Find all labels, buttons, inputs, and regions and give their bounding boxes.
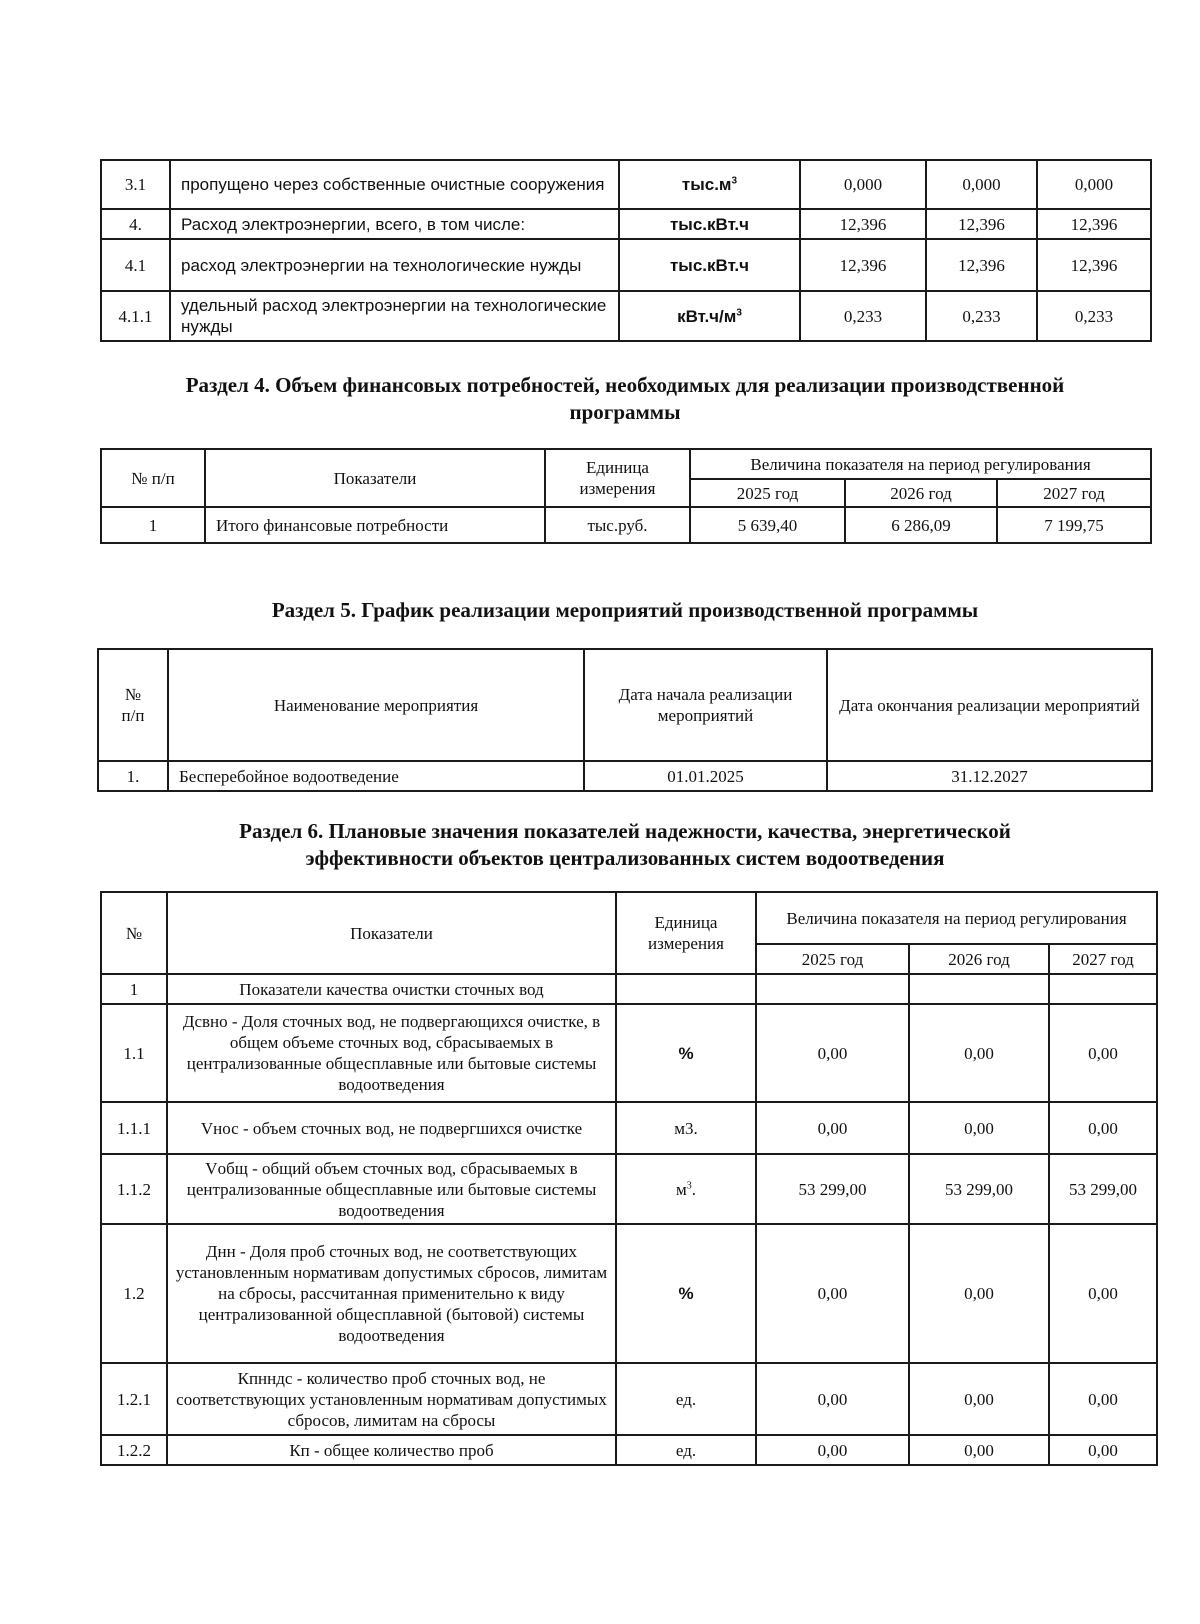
header-number: № п/п [98, 649, 168, 761]
header-period: Величина показателя на период регулирования [690, 449, 1151, 479]
row-value-2025: 12,396 [800, 209, 926, 239]
row-name: Дсвно - Доля сточных вод, не подвергающихся очистке, в общем объеме сточных вод, сбрасываемых в централизованные общесплавные или бытовые системы водоотведения [167, 1004, 616, 1102]
table-row [101, 1224, 1157, 1363]
row-number: 1.1.2 [101, 1154, 167, 1224]
header-number: № п/п [101, 449, 205, 507]
row-name: Днн - Доля проб сточных вод, не соответствующих установленным нормативам допустимых сбросов, лимитам на сбросы, рассчитанная применительно к виду централизованной общесплавной (бытовой) системы водоотведения [167, 1224, 616, 1363]
header-end-date: Дата окончания реализации мероприятий [827, 649, 1152, 761]
row-value-2027 [1049, 974, 1157, 1004]
row-unit: $м^3$. [616, 1154, 756, 1224]
row-number: 4. [101, 209, 170, 239]
row-name: Показатели качества очистки сточных вод [167, 974, 616, 1004]
header-year-2025: 2025 год [690, 479, 845, 507]
row-name: Vобщ - общий объем сточных вод, сбрасываемых в централизованные общесплавные или бытовые системы водоотведения [167, 1154, 616, 1224]
header-period: Величина показателя на период регулирования [756, 892, 1157, 944]
row-value-2026: 0,000 [926, 160, 1037, 209]
row-name: Кпнндс - количество проб сточных вод, не соответствующих установленным нормативам допустимых сбросов, лимитам на сбросы [167, 1363, 616, 1435]
header-year-2027: 2027 год [997, 479, 1151, 507]
table-section5 [97, 648, 1153, 792]
row-name: Расход электроэнергии, всего, в том числе: [170, 209, 619, 239]
table-row [101, 239, 1151, 291]
row-value-2027: 53 299,00 [1049, 1154, 1157, 1224]
row-value-2027: 0,00 [1049, 1363, 1157, 1435]
table-row [101, 209, 1151, 239]
row-value-2025: 0,00 [756, 1363, 909, 1435]
header-number: № [101, 892, 167, 974]
table-section3-continued [100, 159, 1152, 342]
row-number: 1.1.1 [101, 1102, 167, 1154]
row-value-2025: 5 639,40 [690, 507, 845, 543]
row-value-2027: 0,00 [1049, 1004, 1157, 1102]
row-value-2027: 12,396 [1037, 239, 1151, 291]
header-year-2026: 2026 год [909, 944, 1049, 974]
row-value-2026: 53 299,00 [909, 1154, 1049, 1224]
row-unit: $кВт.ч/м^3$ [619, 291, 800, 341]
row-number: 1.1 [101, 1004, 167, 1102]
row-value-2027: 0,00 [1049, 1102, 1157, 1154]
row-value-2026: 6 286,09 [845, 507, 997, 543]
table-row [98, 761, 1152, 791]
section6-title: Раздел 6. Плановые значения показателей надежности, качества, энергетической эффективности объектов централизованных систем водоотведения [239, 819, 1011, 870]
row-value-2025: 53 299,00 [756, 1154, 909, 1224]
row-name: расход электроэнергии на технологические нужды [170, 239, 619, 291]
row-unit [616, 974, 756, 1004]
row-name: Бесперебойное водоотведение [168, 761, 584, 791]
row-number: 1.2 [101, 1224, 167, 1363]
row-name: пропущено через собственные очистные сооружения [170, 160, 619, 209]
row-value-2026: 0,00 [909, 1435, 1049, 1465]
row-value-2026: 0,233 [926, 291, 1037, 341]
row-unit: ед. [616, 1363, 756, 1435]
row-value-2026 [909, 974, 1049, 1004]
header-row [98, 649, 1152, 761]
row-value-2026: 12,396 [926, 209, 1037, 239]
header-year-2026: 2026 год [845, 479, 997, 507]
header-year-2027: 2027 год [1049, 944, 1157, 974]
row-value-2026: 12,396 [926, 239, 1037, 291]
row-value-2025: 0,000 [800, 160, 926, 209]
row-value-2025 [756, 974, 909, 1004]
row-name: удельный расход электроэнергии на технологические нужды [170, 291, 619, 341]
table-row [101, 1154, 1157, 1224]
row-value-2025: 0,00 [756, 1224, 909, 1363]
row-number: 1 [101, 974, 167, 1004]
header-event-name: Наименование мероприятия [168, 649, 584, 761]
row-value-2027: 0,00 [1049, 1435, 1157, 1465]
header-row [101, 449, 1151, 479]
row-name: Кп - общее количество проб [167, 1435, 616, 1465]
row-end-date: 31.12.2027 [827, 761, 1152, 791]
row-value-2026: 0,00 [909, 1102, 1049, 1154]
row-unit: м3. [616, 1102, 756, 1154]
row-value-2027: 12,396 [1037, 209, 1151, 239]
row-number: 4.1.1 [101, 291, 170, 341]
row-number: 1 [101, 507, 205, 543]
header-row [101, 892, 1157, 944]
header-start-date: Дата начала реализации мероприятий [584, 649, 827, 761]
row-number: 1.2.1 [101, 1363, 167, 1435]
table-row [101, 1102, 1157, 1154]
table-row [101, 291, 1151, 341]
row-name: Vнос - объем сточных вод, не подвергшихся очистке [167, 1102, 616, 1154]
table-section4 [100, 448, 1152, 544]
row-value-2027: 0,233 [1037, 291, 1151, 341]
table-row [101, 507, 1151, 543]
header-indicator: Показатели [167, 892, 616, 974]
row-value-2025: 0,233 [800, 291, 926, 341]
header-unit: Единица измерения [616, 892, 756, 974]
row-value-2026: 0,00 [909, 1363, 1049, 1435]
header-indicator: Показатели [205, 449, 545, 507]
table-row [101, 974, 1157, 1004]
section4-title: Раздел 4. Объем финансовых потребностей, необходимых для реализации производственной программы [185, 373, 1065, 424]
row-value-2027: 7 199,75 [997, 507, 1151, 543]
row-unit: % [616, 1004, 756, 1102]
row-value-2027: 0,00 [1049, 1224, 1157, 1363]
row-value-2025: 0,00 [756, 1004, 909, 1102]
row-start-date: 01.01.2025 [584, 761, 827, 791]
table-row [101, 1435, 1157, 1465]
row-value-2025: 12,396 [800, 239, 926, 291]
row-unit: $тыс.м^3$ [619, 160, 800, 209]
row-number: 4.1 [101, 239, 170, 291]
section5-title: Раздел 5. График реализации мероприятий производственной программы [271, 598, 979, 622]
row-number: 3.1 [101, 160, 170, 209]
header-year-2025: 2025 год [756, 944, 909, 974]
table-section6 [100, 891, 1158, 1466]
row-value-2027: 0,000 [1037, 160, 1151, 209]
table-row [101, 160, 1151, 209]
row-unit: тыс.руб. [545, 507, 690, 543]
row-unit: % [616, 1224, 756, 1363]
row-unit: ед. [616, 1435, 756, 1465]
row-unit: тыс.кВт.ч [619, 239, 800, 291]
row-unit: тыс.кВт.ч [619, 209, 800, 239]
row-number: 1.2.2 [101, 1435, 167, 1465]
row-value-2026: 0,00 [909, 1224, 1049, 1363]
header-unit: Единица измерения [545, 449, 690, 507]
row-value-2025: 0,00 [756, 1435, 909, 1465]
row-value-2025: 0,00 [756, 1102, 909, 1154]
row-name: Итого финансовые потребности [205, 507, 545, 543]
table-row [101, 1363, 1157, 1435]
row-value-2026: 0,00 [909, 1004, 1049, 1102]
row-number: 1. [98, 761, 168, 791]
table-row [101, 1004, 1157, 1102]
